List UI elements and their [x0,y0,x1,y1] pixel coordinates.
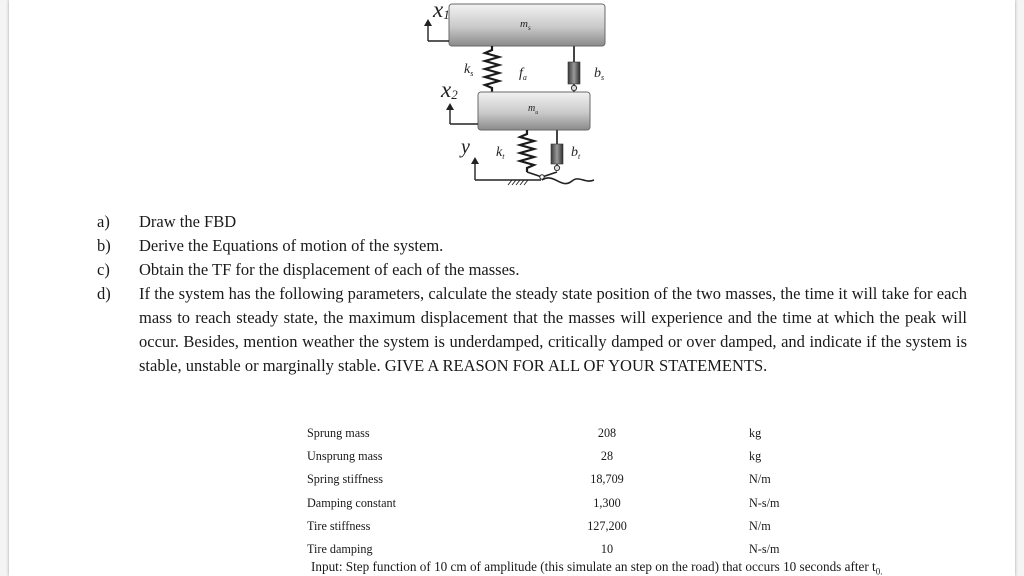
bs-label: $b_s$ [594,66,605,82]
param-value: 1,300 [593,495,621,510]
param-value: 28 [600,449,614,464]
param-name: Spring stiffness [307,472,383,487]
tire-spring [520,130,534,172]
question-text: Draw the FBD [139,212,237,231]
param-value: 208 [597,426,617,441]
question-text: Obtain the TF for the displacement of each of the masses. [139,260,520,279]
sprung-mass-label: $m_s$ [520,18,531,32]
question-a [97,210,967,234]
table-row [307,515,967,538]
table-row [307,538,967,561]
question-c [97,258,967,282]
param-value: 18,709 [590,472,624,487]
param-name: Sprung mass [307,426,370,441]
x2-label: x2 [441,77,458,102]
tire-damper [551,130,563,171]
question-d [97,282,967,378]
question-text: If the system has the following parameters, calculate the steady state position of the two masses, the time it will take for each mass to reach steady state, the maximum displacement that the masses will experience and the time at which the peak will occur. Besides, mention weather the system is underdamped, critically damped or over damped, and indicate if the system is stable, unstable or marginally stable. GIVE A REASON FOR ALL OF YOUR STATEMENTS. [139,284,967,375]
question-letter: d) [97,284,111,303]
y-label: y [461,136,470,158]
param-value: 127,200 [587,518,627,533]
input-text: Input: Step function of 10 cm of amplitude (this simulate an step on the road) that occurs 10 seconds after t [311,559,876,574]
param-unit: kg [749,449,762,464]
param-name: Unsprung mass [307,449,383,464]
parameter-table [307,422,967,561]
quarter-car-diagram [9,0,1015,205]
question-b [97,234,967,258]
question-letter: b) [97,236,111,255]
input-subscript: 0. [875,566,883,576]
fa-label: $f_a$ [519,66,527,82]
road-contact [508,172,594,185]
param-name: Tire stiffness [307,518,371,533]
question-letter: a) [97,212,110,231]
x2-arrow [446,103,478,124]
x1-label: x1 [433,0,450,22]
param-name: Tire damping [307,542,373,557]
param-unit: N/m [749,518,771,533]
param-name: Damping constant [307,495,397,510]
bt-label: $b_t$ [571,145,581,161]
x1-arrow [424,19,449,41]
question-letter: c) [97,260,110,279]
param-unit: N/m [749,472,771,487]
param-unit: kg [749,426,762,441]
question-list [97,210,967,378]
document-page [9,0,1015,576]
table-row [307,445,967,468]
suspension-damper [568,46,580,92]
table-row [307,492,967,515]
table-row [307,468,967,491]
param-unit: N-s/m [749,495,780,510]
ks-label: $k_s$ [464,62,474,78]
kt-label: $k_t$ [496,145,505,161]
table-row [307,422,967,445]
unsprung-mass-label: $m_u$ [528,103,539,116]
question-text: Derive the Equations of motion of the system. [139,236,444,255]
suspension-spring [485,46,499,92]
input-description [311,559,882,576]
param-unit: N-s/m [749,542,780,557]
param-value: 10 [600,542,614,557]
